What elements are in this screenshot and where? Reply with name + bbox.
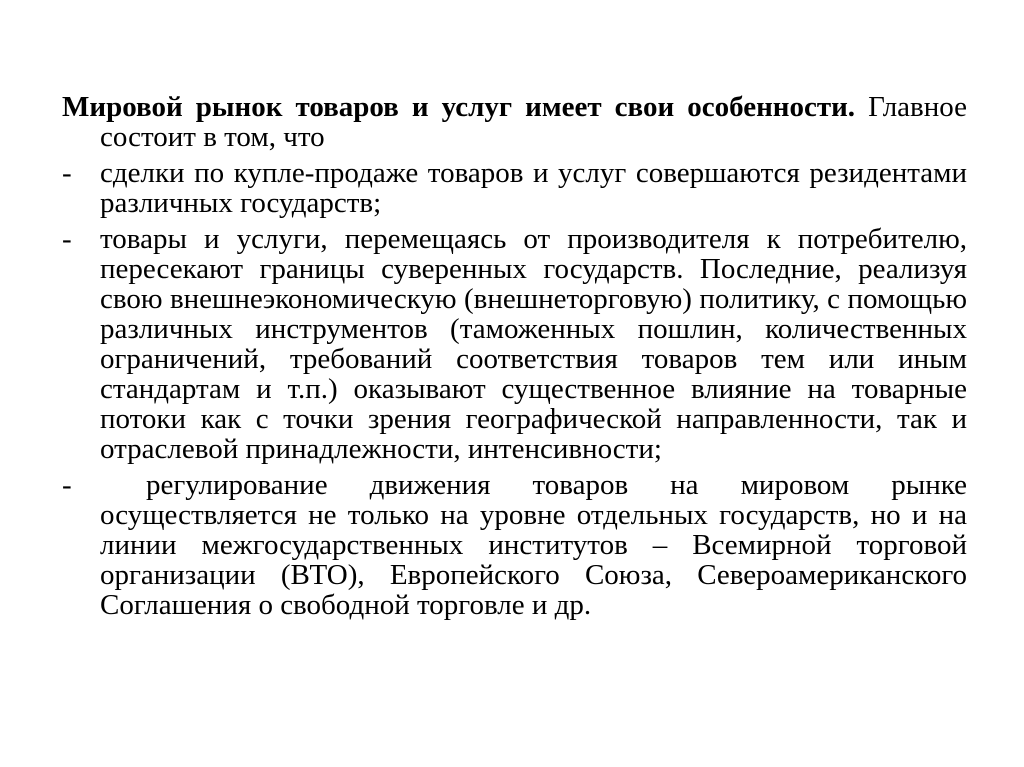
list-item bbox=[62, 470, 967, 620]
list-item-text: сделки по купле-продаже товаров и услуг совершаются резидентами различных государств; bbox=[100, 157, 967, 219]
list-marker: - bbox=[62, 157, 72, 189]
intro-rest: Главное состоит в том, что bbox=[100, 91, 967, 153]
list-item bbox=[62, 224, 967, 464]
slide-body bbox=[62, 92, 967, 626]
intro-lead: Мировой рынок товаров и услуг имеет свои особенности. bbox=[62, 91, 856, 123]
list-marker: - bbox=[62, 223, 72, 255]
list-item bbox=[62, 158, 967, 218]
intro-paragraph bbox=[62, 92, 967, 152]
list-marker: - bbox=[62, 469, 72, 501]
list-item-text: товары и услуги, перемещаясь от производителя к потребителю, пересекают границы суверенных государств. Последние, реализуя свою внешнеэкономическую (внешнеторговую) политику, с помощью различных инструментов (таможенных пошлин, количественных ограничений, требований соответствия товаров тем или иным стандартам и т.п.) оказывают существенное влияние на товарные потоки как с точки зрения географической направленности, так и отраслевой принадлежности, интенсивности; bbox=[100, 223, 967, 465]
list-item-text: регулирование движения товаров на мировом рынке осуществляется не только на уровне отдельных государств, но и на линии межгосударственных институтов – Всемирной торговой организации (ВТО), Европейского Союза, Североамериканского Соглашения о свободной торговле и др. bbox=[100, 469, 967, 621]
